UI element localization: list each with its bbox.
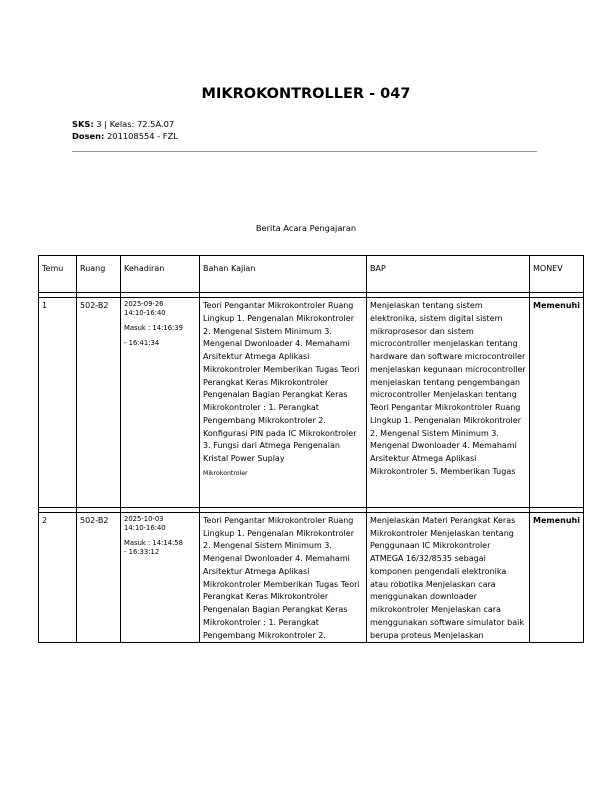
table-caption: Berita Acara Pengajaran (255, 223, 357, 233)
kehadiran-tanggal: 2025-10-03 (124, 514, 164, 523)
sks-label: SKS: (72, 119, 94, 129)
kehadiran-masuk: Masuk : 14:14:58 (124, 538, 183, 547)
kehadiran-jam: 14:10-16:40 (124, 309, 166, 317)
header-kehadiran: Kehadiran (121, 256, 200, 293)
dosen-label: Dosen: (72, 131, 105, 141)
bahan-kajian-text: Teori Pengantar Mikrokontroler Ruang Lingkup 1. Pengenalan Mikrokontroler 2. Mengenal Sistem Minimum 3. Mengenal Dwonloader 4. Memahami Arsitektur Atmega Aplikasi Mikrokontroler Memberikan Tugas Teori Perangkat Keras Mikrokontroler Pengenalan Bagian Perangkat Keras Mikrokontroler : 1. Perangkat Pengembang Mikrokontroler 2. Konfigurasi PIN pada IC Mikrokontroler 3. Fungsi dari Atmega Pengenalan Kristal Power Suplay (203, 301, 360, 463)
cell-bap: Menjelaskan Materi Perangkat Keras Mikrokontroler Menjelaskan tentang Penggunaan IC Mikrokontroler ATMEGA 16/32/8535 sebagai komponen pengendali elektronika atau robotika Menjelaskan cara menggunakan downloader mikrokontroler Menjelaskan cara menggunakan software simulator baik berupa proteus Menjelaskan (367, 512, 530, 643)
kehadiran-keluar: - 16:41:34 (124, 339, 160, 347)
sks-kelas-value: 3 | Kelas: 72.5A.07 (96, 119, 175, 129)
bahan-kajian-text: Teori Pengantar Mikrokontroler Ruang Lingkup 1. Pengenalan Mikrokontroler 2. Mengenal Sistem Minimum 3. Mengenal Dwonloader 4. Memahami Arsitektur Atmega Aplikasi Mikrokontroler Memberikan Tugas Teori Perangkat Keras Mikrokontroler Pengenalan Bagian Perangkat Keras Mikrokontroler : 1. Perangkat Pengembang Mikrokontroler 2. (203, 515, 360, 640)
cell-bahan-kajian (200, 512, 367, 643)
header-divider (72, 151, 537, 152)
dosen-value: 201108554 - FZL (107, 131, 178, 141)
table-row (39, 298, 584, 508)
dosen-line (72, 130, 178, 142)
header-temu: Temu (39, 256, 77, 293)
kehadiran-jam: 14:10-16:40 (124, 523, 166, 532)
cell-monev: Memenuhi (530, 512, 584, 643)
kehadiran-keluar: - 16:33:12 (124, 547, 160, 556)
bap-table (38, 255, 584, 643)
cell-kehadiran (121, 512, 200, 643)
table-header-row (39, 256, 584, 293)
header-bap: BAP (367, 256, 530, 293)
table-row (39, 512, 584, 643)
document-title: MIKROKONTROLLER - 047 (201, 86, 411, 102)
header-monev: MONEV (530, 256, 584, 293)
cell-bap: Menjelaskan tentang sistem elektronika, sistem digital sistem mikroprosesor dan sistem microcontroller menjelaskan tentang hardware dan software microcontroller menjelaskan kegunaan microcontroller menjelaskan tentang pengembangan microcontroller Menjelaskan tentang Teori Pengantar Mikrokontroler Ruang Lingkup 1. Pengenalan Mikrokontroler 2. Mengenal Sistem Minimum 3. Mengenal Dwonloader 4. Memahami Arsitektur Atmega Aplikasi Mikrokontroler 5. Memberikan Tugas (367, 298, 530, 508)
sks-kelas-line (72, 118, 174, 130)
cell-ruang: 502-B2 (77, 512, 121, 643)
header-bahan-kajian: Bahan Kajian (200, 256, 367, 293)
cell-kehadiran (121, 298, 200, 508)
cell-bahan-kajian (200, 298, 367, 508)
cell-temu: 2 (39, 512, 77, 643)
bahan-kajian-note: Mikrokontroler (203, 469, 248, 477)
kehadiran-tanggal: 2025-09-26 (124, 300, 164, 308)
cell-temu: 1 (39, 298, 77, 508)
cell-ruang: 502-B2 (77, 298, 121, 508)
kehadiran-masuk: Masuk : 14:16:39 (124, 324, 183, 332)
header-ruang: Ruang (77, 256, 121, 293)
cell-monev: Memenuhi (530, 298, 584, 508)
